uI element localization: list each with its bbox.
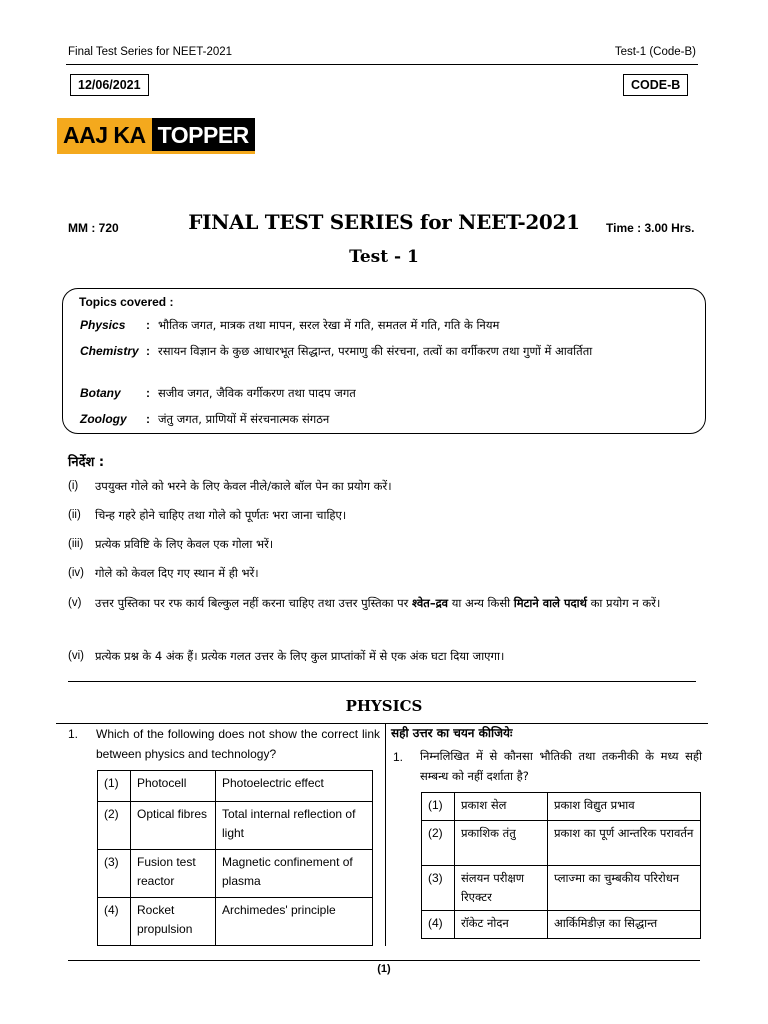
option-number: (2) xyxy=(422,821,455,866)
option-row xyxy=(98,771,373,802)
max-marks: MM : 720 xyxy=(68,221,119,235)
option-row xyxy=(98,802,373,850)
options-table-hindi xyxy=(421,792,701,939)
option-number: (3) xyxy=(98,850,131,898)
topic-text: जंतु जगत, प्राणियों में संरचनात्मक संगठन xyxy=(158,412,330,426)
topic-subject: Zoology xyxy=(80,412,127,426)
option-number: (1) xyxy=(98,771,131,802)
section-divider xyxy=(68,681,696,682)
instruction-item xyxy=(68,563,700,583)
option-column-a: Fusion test reactor xyxy=(131,850,216,898)
question-text: Which of the following does not show the correct link between physics and technology? xyxy=(96,727,380,761)
option-column-a: Photocell xyxy=(131,771,216,802)
topic-text: भौतिक जगत, मात्रक तथा मापन, सरल रेखा में गति, समतल में गति, गति के नियम xyxy=(158,318,500,332)
option-column-b: Magnetic confinement of plasma xyxy=(216,850,373,898)
option-row xyxy=(422,866,701,911)
topic-text: सजीव जगत, जैविक वर्गीकरण तथा पादप जगत xyxy=(158,386,356,400)
option-row xyxy=(98,898,373,946)
instruction-number: (i) xyxy=(68,480,79,492)
running-header-right: Test-1 (Code-B) xyxy=(614,46,696,58)
option-row xyxy=(422,793,701,821)
instruction-number: (ii) xyxy=(68,509,81,521)
hindi-instruction-heading: सही उत्तर का चयन कीजियेः xyxy=(391,726,513,740)
instruction-text: प्रत्येक प्रश्न के 4 अंक हैं। प्रत्येक गलत उत्तर के लिए कुल प्राप्तांकों में से एक अंक घटा दिया जाएगा। xyxy=(95,649,505,663)
test-subtitle: Test - 1 xyxy=(349,247,419,267)
footer-divider xyxy=(68,960,700,961)
logo-part-1: AAJ KA xyxy=(57,118,152,154)
options-table-english xyxy=(97,770,373,946)
instruction-item xyxy=(68,646,700,666)
option-column-b: आर्किमिडीज़ का सिद्धान्त xyxy=(548,911,701,939)
instruction-emphasis: मिटाने वाले पदार्थ xyxy=(513,596,587,610)
option-column-a: रॉकेट नोदन xyxy=(455,911,548,939)
column-divider xyxy=(385,724,386,946)
exam-title: FINAL TEST SERIES for NEET-2021 xyxy=(188,210,580,234)
instruction-text: प्रत्येक प्रविष्टि के लिए केवल एक गोला भरें। xyxy=(95,537,274,551)
option-column-b: Total internal reflection of light xyxy=(216,802,373,850)
logo-part-2: TOPPER xyxy=(152,118,255,154)
topic-colon: : xyxy=(146,386,150,400)
option-column-b: Archimedes' principle xyxy=(216,898,373,946)
instruction-item xyxy=(68,476,700,496)
option-column-b: प्रकाश विद्युत प्रभाव xyxy=(548,793,701,821)
option-row xyxy=(422,821,701,866)
instruction-number: (v) xyxy=(68,597,82,609)
instruction-text-part: उत्तर पुस्तिका पर रफ कार्य बिल्कुल नहीं करना चाहिए तथा उत्तर पुस्तिका पर xyxy=(95,596,412,610)
question-number: 1. xyxy=(68,727,79,741)
instruction-text-part: या अन्य किसी xyxy=(448,596,514,610)
instruction-item xyxy=(68,505,700,525)
code-box: CODE-B xyxy=(623,74,688,96)
aaj-ka-topper-logo xyxy=(57,118,255,154)
instruction-emphasis: श्वेत–द्रव xyxy=(411,596,449,610)
option-column-b: Photoelectric effect xyxy=(216,771,373,802)
section-title: PHYSICS xyxy=(345,697,423,715)
option-number: (3) xyxy=(422,866,455,911)
topic-subject: Chemistry xyxy=(80,344,139,358)
instruction-text: गोले को केवल दिए गए स्थान में ही भरें। xyxy=(95,566,259,580)
topic-subject: Physics xyxy=(80,318,126,332)
option-number: (1) xyxy=(422,793,455,821)
exam-time: Time : 3.00 Hrs. xyxy=(606,221,695,235)
date-box: 12/06/2021 xyxy=(70,74,149,96)
question-text-hindi: निम्नलिखित में से कौनसा भौतिकी तथा तकनीकी के मध्य सही सम्बन्ध को नहीं दर्शाता है? xyxy=(420,749,702,783)
topic-row xyxy=(80,411,693,428)
option-column-b: प्रकाश का पूर्ण आन्तरिक परावर्तन xyxy=(548,821,701,866)
instruction-item xyxy=(68,534,700,554)
instruction-number: (iv) xyxy=(68,567,84,579)
topic-text: रसायन विज्ञान के कुछ आधारभूत सिद्धान्त, परमाणु की संरचना, तत्वों का वर्गीकरण तथा गुणों में आवर्तिता xyxy=(158,344,593,358)
option-column-a: संलयन परीक्षण रिएक्टर xyxy=(455,866,548,911)
instruction-item xyxy=(68,593,700,613)
option-column-a: प्रकाशिक तंतु xyxy=(455,821,548,866)
option-number: (4) xyxy=(422,911,455,939)
instruction-text xyxy=(95,593,700,613)
option-column-a: Rocket propulsion xyxy=(131,898,216,946)
option-number: (4) xyxy=(98,898,131,946)
topic-colon: : xyxy=(146,344,150,358)
instruction-text: उपयुक्त गोले को भरने के लिए केवल नीले/काले बॉल पेन का प्रयोग करें। xyxy=(95,479,392,493)
option-column-b: प्लाज्मा का चुम्बकीय परिरोधन xyxy=(548,866,701,911)
topic-colon: : xyxy=(146,412,150,426)
topic-row xyxy=(80,385,693,402)
header-divider xyxy=(66,64,698,65)
instructions-heading: निर्देश : xyxy=(68,455,105,470)
page-number: (1) xyxy=(377,963,391,975)
option-row xyxy=(98,850,373,898)
topics-covered-box xyxy=(62,288,706,434)
option-row xyxy=(422,911,701,939)
instruction-number: (iii) xyxy=(68,538,84,550)
instruction-number: (vi) xyxy=(68,650,84,662)
topic-row xyxy=(80,343,693,360)
option-column-a: प्रकाश सेल xyxy=(455,793,548,821)
topics-heading: Topics covered : xyxy=(79,295,174,309)
question-number: 1. xyxy=(393,750,404,764)
topic-subject: Botany xyxy=(80,386,121,400)
topic-row xyxy=(80,317,693,334)
option-number: (2) xyxy=(98,802,131,850)
topic-colon: : xyxy=(146,318,150,332)
option-column-a: Optical fibres xyxy=(131,802,216,850)
instruction-text-part: का प्रयोग न करें। xyxy=(586,596,661,610)
instruction-text: चिन्ह गहरे होने चाहिए तथा गोले को पूर्णतः भरा जाना चाहिए। xyxy=(95,508,347,522)
running-header-left: Final Test Series for NEET-2021 xyxy=(68,46,233,58)
